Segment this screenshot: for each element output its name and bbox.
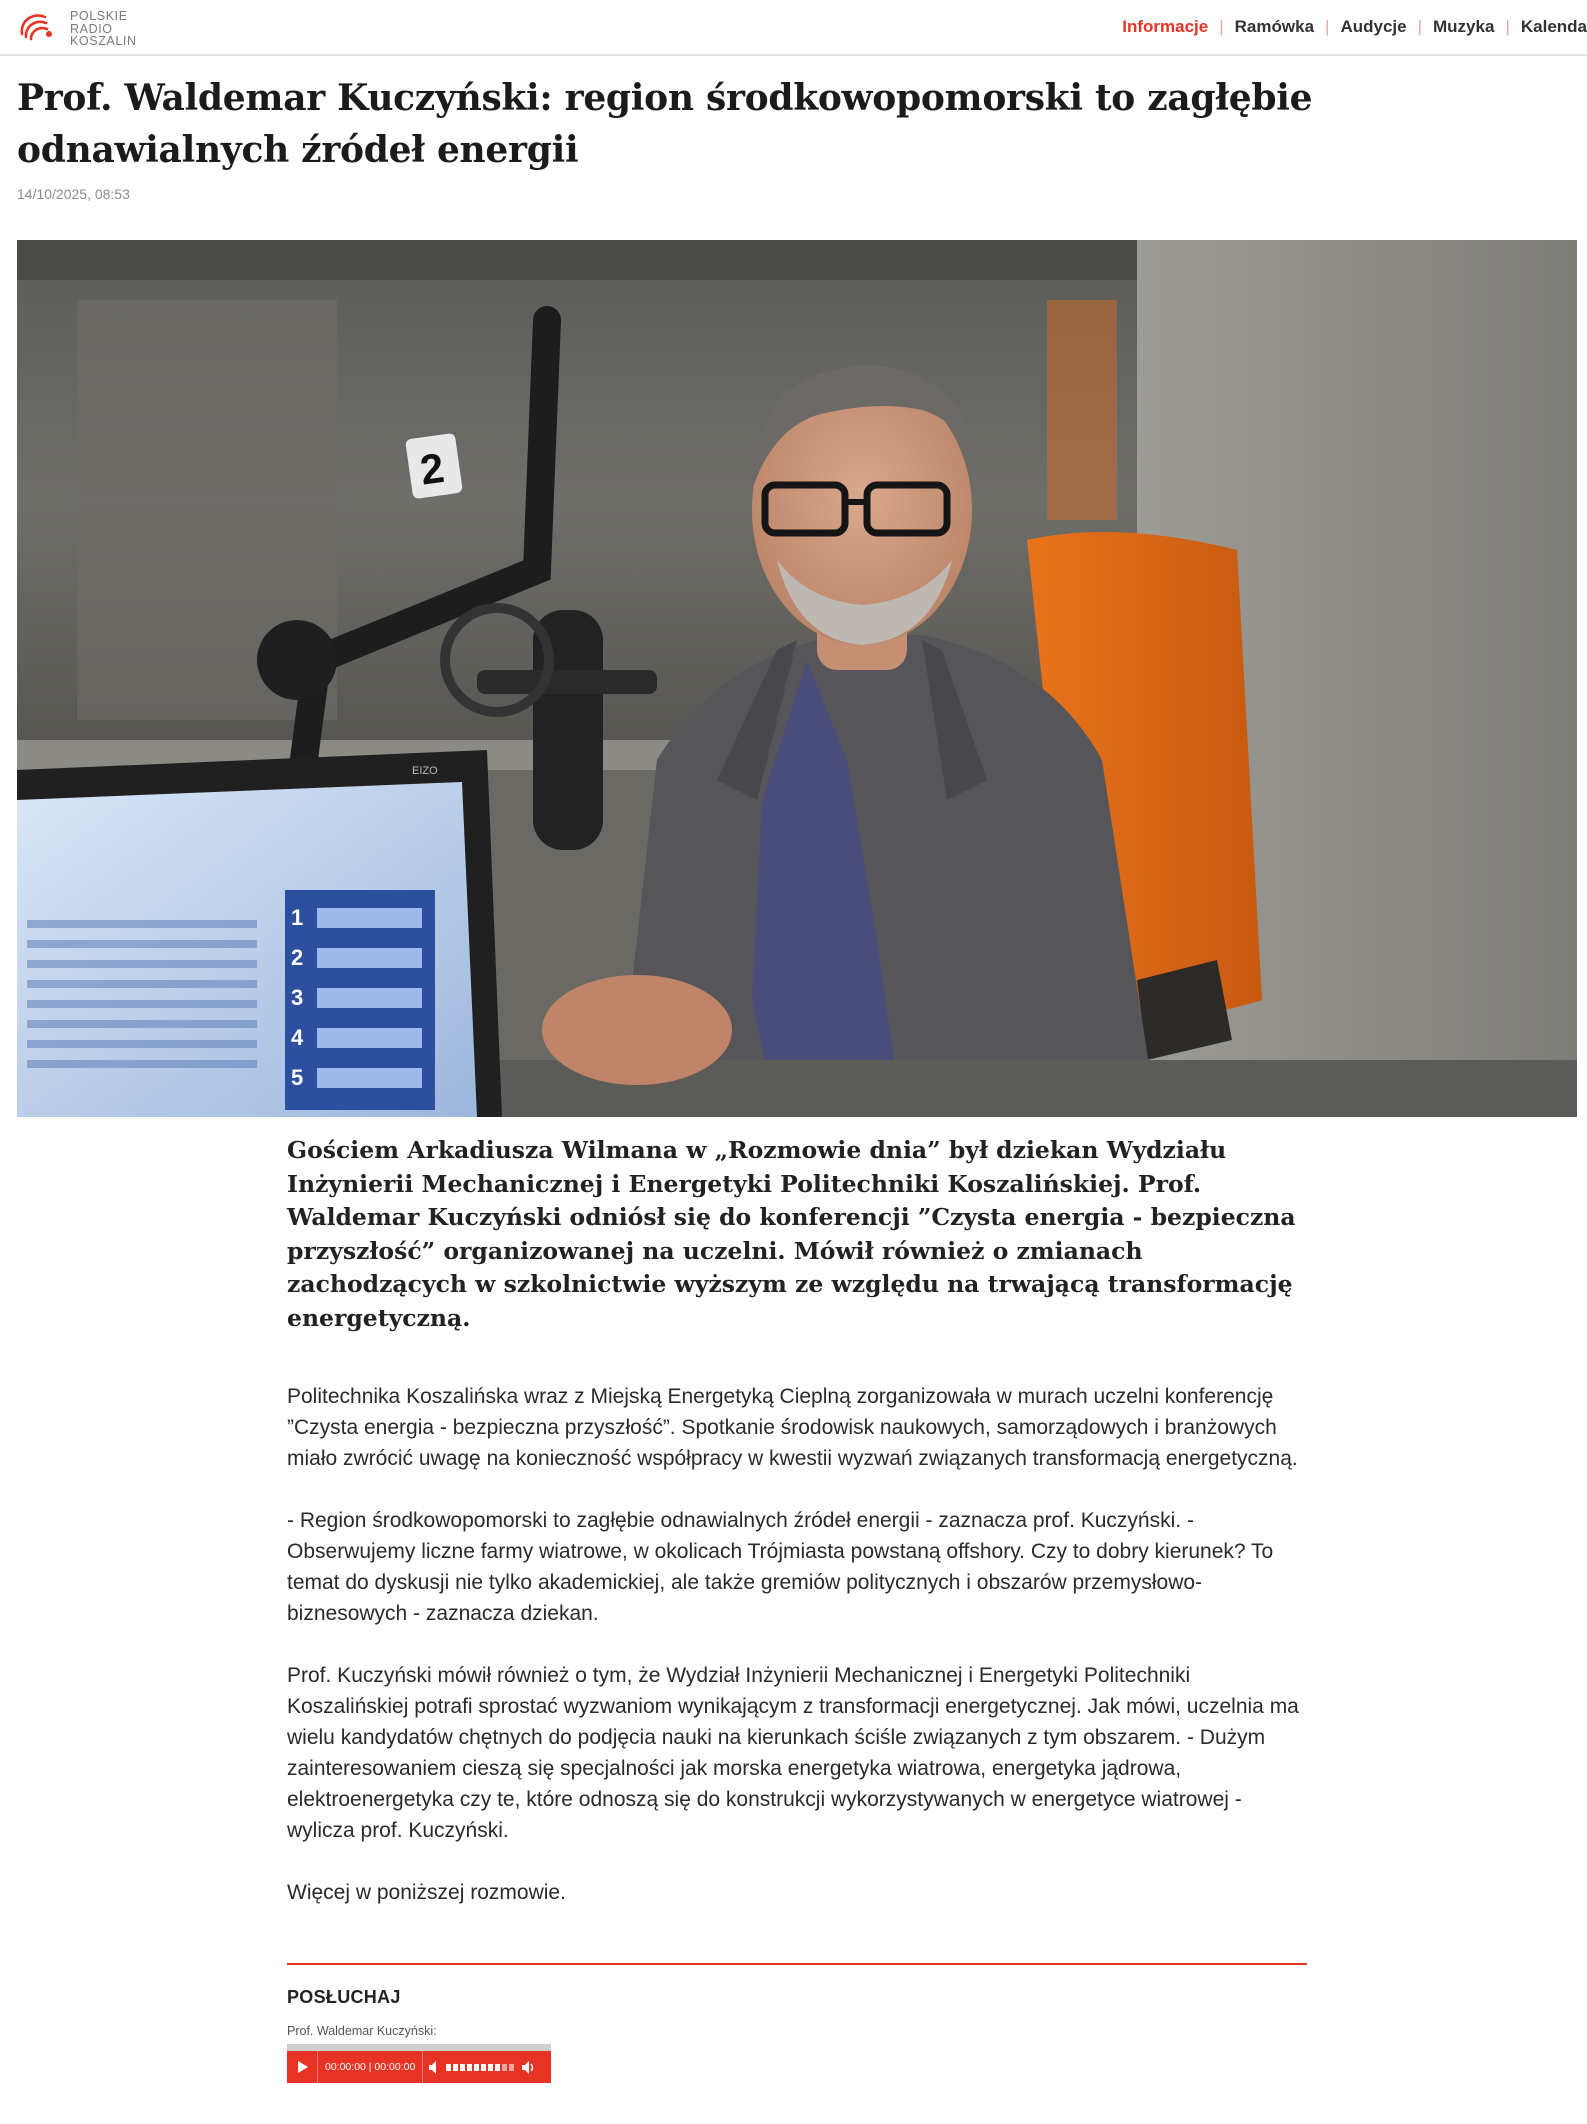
- mute-icon[interactable]: [429, 2061, 442, 2074]
- nav-item-audycje[interactable]: Audycje: [1340, 17, 1407, 36]
- monitor-brand: EIZO: [412, 765, 438, 777]
- volume-step: [446, 2064, 451, 2071]
- article-paragraph-1: Politechnika Koszalińska wraz z Miejską Energetyką Cieplną zorganizowała w murach uczelni konferencję ”Czysta energia - bezpieczna przyszłość”. Spotkanie środowisk naukowych, samorządowych i branżowych miało zwrócić uwagę na konieczność współpracy w kwestii wyzwań związanych transformacją energetyczną.: [287, 1385, 1298, 1470]
- radio-logo-icon: [16, 8, 62, 44]
- article-date: 14/10/2025, 08:53: [17, 186, 130, 202]
- nav-separator: |: [1325, 17, 1330, 36]
- play-icon: [297, 2061, 308, 2073]
- audio-time: 00:00:00 | 00:00:00: [318, 2051, 423, 2083]
- volume-step: [467, 2064, 472, 2071]
- screen-track-2: 2: [291, 945, 304, 970]
- article-paragraph-2: - Region środkowopomorski to zagłębie odnawialnych źródeł energii - zaznacza prof. Kuczyński. - Obserwujemy liczne farmy wiatrowe, w okolicach Trójmiasta powstaną offshory. Czy to dobry kierunek? To temat do dyskusji nie tylko akademickiej, ale także gremiów politycznych i obszarów przemysłowo-biznesowych - zaznacza dziekan.: [287, 1509, 1274, 1625]
- logo-line-3: KOSZALIN: [70, 34, 137, 48]
- volume-max-icon[interactable]: [522, 2061, 537, 2074]
- volume-step: [474, 2064, 479, 2071]
- volume-step: [509, 2064, 514, 2071]
- article-lead: Gościem Arkadiusza Wilmana w „Rozmowie dnia” był dziekan Wydziału Inżynierii Mechanicznej i Energetyki Politechniki Koszalińskiej. Prof. Waldemar Kuczyński odniósł się do konferencji ”Czysta energia - bezpieczna przyszłość” organizowanej na uczelni. Mówił również o zmianach zachodzących w szkolnictwie wyższym ze względu na trwającą transformację energetyczną.: [287, 1136, 1296, 1332]
- mic-number: 2: [417, 443, 447, 494]
- article-paragraph-3: Prof. Kuczyński mówił również o tym, że Wydział Inżynierii Mechanicznej i Energetyki Politechniki Koszalińskiej potrafi sprostać wyzwaniom wynikającym z transformacji energetycznej. Jak mówi, uczelnia ma wielu kandydatów chętnych do podjęcia nauki na kierunkach ściśle związanych z tym obszarem. - Dużym zainteresowaniem cieszą się specjalności jak morska energetyka wiatrowa, energetyka jądrowa, elektroenergetyka czy te, które odnoszą się do konstrukcji wykorzystywanych w energetyce wiatrowej - wylicza prof. Kuczyński.: [287, 1664, 1299, 1842]
- audio-player: [287, 2044, 551, 2083]
- mic-mount: [477, 670, 657, 694]
- logo-line-2: RADIO: [70, 21, 113, 36]
- studio-photo-illustration: [17, 240, 1577, 1117]
- listen-heading: POSŁUCHAJ: [287, 1987, 401, 2007]
- window-reflection-orange: [1047, 300, 1117, 520]
- logo-line-1: POLSKIE: [70, 9, 128, 23]
- volume-step: [460, 2064, 465, 2071]
- volume-step: [481, 2064, 486, 2071]
- article-title: Prof. Waldemar Kuczyński: region środkowopomorski to zagłębie odnawialnych źródeł energii: [17, 77, 1313, 171]
- screen-track-1: 1: [291, 905, 304, 930]
- article-paragraph-4: Więcej w poniższej rozmowie.: [287, 1881, 566, 1904]
- nav-separator: |: [1417, 17, 1423, 36]
- logo-wordmark: [70, 10, 137, 48]
- volume-control[interactable]: [423, 2061, 543, 2074]
- screen-track-3: 3: [291, 985, 304, 1010]
- listen-section: [287, 1963, 1307, 2083]
- article-photo: [17, 240, 1577, 1117]
- nav-item-ramowka[interactable]: Ramówka: [1234, 17, 1315, 36]
- play-button[interactable]: [287, 2051, 318, 2083]
- studio-window-frame: [17, 240, 1137, 280]
- nav-separator: |: [1505, 17, 1510, 36]
- site-header: [0, 0, 1587, 56]
- screen-track-4: 4: [291, 1025, 304, 1050]
- mic-arm-joint: [257, 620, 337, 700]
- volume-step: [488, 2064, 493, 2071]
- audio-controls: [287, 2051, 551, 2083]
- nav-item-kalendarz[interactable]: Kalenda: [1520, 17, 1587, 36]
- site-logo[interactable]: [16, 6, 176, 48]
- audio-progress-bar[interactable]: [287, 2044, 551, 2051]
- volume-step: [502, 2064, 507, 2071]
- volume-step: [453, 2064, 458, 2071]
- audio-label: Prof. Waldemar Kuczyński:: [287, 2024, 437, 2038]
- screen-track-5: 5: [291, 1065, 304, 1090]
- main-nav: [1111, 0, 1587, 54]
- nav-separator: |: [1219, 17, 1224, 36]
- article-content: [287, 1134, 1307, 1908]
- volume-slider[interactable]: [446, 2064, 514, 2071]
- nav-item-informacje[interactable]: Informacje: [1122, 17, 1209, 36]
- nav-item-muzyka[interactable]: Muzyka: [1433, 17, 1495, 36]
- volume-step: [495, 2064, 500, 2071]
- person-hands: [542, 975, 732, 1085]
